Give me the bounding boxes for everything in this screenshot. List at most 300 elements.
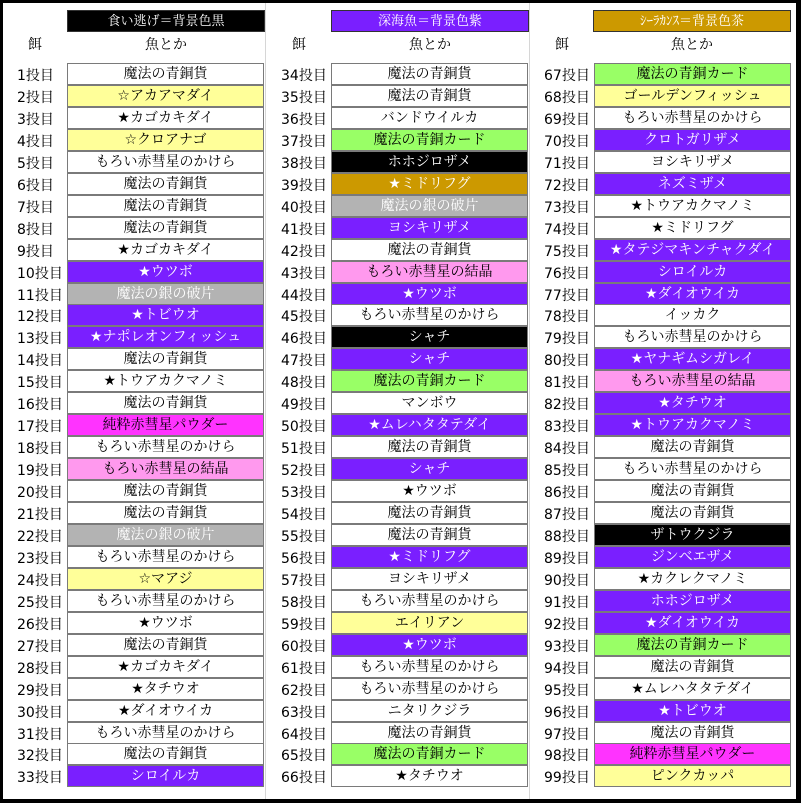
- table-row: [278, 634, 528, 656]
- catch-item: ★ミドリフグ: [331, 546, 528, 568]
- table-row: [541, 173, 791, 195]
- table-row: [14, 568, 264, 590]
- cast-number: 52投目: [281, 463, 327, 480]
- cast-number: 49投目: [281, 397, 327, 414]
- catch-item: もろい赤彗星の結晶: [331, 261, 528, 283]
- spreadsheet: [3, 3, 796, 799]
- cast-number: 79投目: [544, 331, 590, 348]
- cast-number: 61投目: [281, 660, 327, 677]
- table-row: [14, 765, 264, 787]
- catch-item: 魔法の青銅貨: [331, 722, 528, 744]
- cast-number: 9投目: [17, 243, 54, 260]
- catch-item: もろい赤彗星のかけら: [331, 304, 528, 326]
- fish-header: 魚とか: [145, 37, 187, 53]
- bait-header: 餌: [292, 37, 306, 53]
- table-row: [541, 765, 791, 787]
- cast-number: 54投目: [281, 507, 327, 523]
- table-row: [14, 590, 264, 612]
- cast-number: 42投目: [281, 243, 327, 260]
- catch-item: 魔法の青銅貨: [67, 63, 264, 85]
- cast-number: 90投目: [544, 572, 590, 589]
- catch-item: シャチ: [331, 326, 528, 348]
- catch-item: ホホジロザメ: [594, 590, 791, 612]
- catch-item: ★トビウオ: [594, 700, 791, 722]
- table-row: [278, 480, 528, 502]
- catch-item: 純粋赤彗星パウダー: [594, 743, 791, 765]
- catch-item: もろい赤彗星のかけら: [331, 656, 528, 678]
- legend-header-gold: ｼｰﾗｶﾝｽ＝背景色茶: [593, 10, 791, 32]
- table-row: [14, 370, 264, 392]
- table-row: [14, 722, 264, 744]
- cast-number: 91投目: [544, 594, 590, 611]
- cast-number: 16投目: [17, 397, 63, 414]
- cast-number: 67投目: [544, 68, 590, 84]
- catch-item: 魔法の青銅貨: [67, 743, 264, 765]
- cast-number: 11投目: [17, 287, 63, 304]
- catch-item: バンドウイルカ: [331, 107, 528, 129]
- cast-number: 72投目: [544, 177, 590, 194]
- table-row: [278, 370, 528, 392]
- cast-number: 39投目: [281, 177, 327, 194]
- table-row: [278, 612, 528, 634]
- table-row: [14, 195, 264, 217]
- bait-header: 餌: [555, 37, 569, 53]
- catch-item: 魔法の青銅貨: [594, 656, 791, 678]
- catch-item: もろい赤彗星のかけら: [67, 590, 264, 612]
- cast-number: 57投目: [281, 572, 327, 589]
- cast-number: 92投目: [544, 616, 590, 633]
- cast-number: 32投目: [17, 748, 63, 765]
- cast-number: 47投目: [281, 353, 327, 370]
- table-row: [541, 129, 791, 151]
- cast-number: 34投目: [281, 68, 327, 84]
- cast-number: 24投目: [17, 572, 63, 589]
- catch-item: 魔法の青銅カード: [331, 129, 528, 151]
- table-row: [541, 107, 791, 129]
- cast-number: 63投目: [281, 704, 327, 721]
- table-row: [541, 370, 791, 392]
- table-row: [541, 458, 791, 480]
- column-divider: [529, 3, 530, 799]
- table-row: [278, 217, 528, 239]
- catch-item: ★カクレクマノミ: [594, 568, 791, 590]
- cast-number: 95投目: [544, 682, 590, 699]
- table-row: [14, 304, 264, 326]
- table-row: [14, 63, 264, 85]
- catch-item: ★ムレハタタテダイ: [594, 678, 791, 700]
- table-row: [14, 151, 264, 173]
- catch-item: ★トウアカクマノミ: [594, 195, 791, 217]
- cast-number: 66投目: [281, 770, 327, 787]
- table-row: [541, 326, 791, 348]
- table-row: [278, 436, 528, 458]
- table-row: [14, 239, 264, 261]
- cast-number: 62投目: [281, 682, 327, 699]
- table-row: [278, 304, 528, 326]
- cast-number: 33投目: [17, 770, 63, 787]
- table-row: [278, 524, 528, 546]
- catch-item: 魔法の青銅貨: [67, 634, 264, 656]
- catch-item: ★ナポレオンフィッシュ: [67, 326, 264, 348]
- catch-item: 魔法の青銅貨: [67, 480, 264, 502]
- cast-number: 41投目: [281, 221, 327, 238]
- cast-number: 56投目: [281, 550, 327, 567]
- fish-header: 魚とか: [409, 37, 451, 53]
- table-row: [278, 568, 528, 590]
- table-row: [14, 107, 264, 129]
- table-row: [541, 700, 791, 722]
- table-row: [14, 743, 264, 765]
- table-row: [278, 348, 528, 370]
- table-row: [14, 524, 264, 546]
- catch-item: 魔法の青銅貨: [67, 217, 264, 239]
- cast-number: 68投目: [544, 90, 590, 106]
- table-row: [278, 700, 528, 722]
- catch-item: 魔法の青銅貨: [331, 239, 528, 261]
- catch-item: ☆アカアマダイ: [67, 85, 264, 107]
- cast-number: 40投目: [281, 199, 327, 216]
- catch-item: ★トビウオ: [67, 304, 264, 326]
- table-row: [541, 568, 791, 590]
- catch-item: 魔法の青銅貨: [594, 502, 791, 524]
- cast-number: 14投目: [17, 353, 63, 370]
- cast-number: 82投目: [544, 397, 590, 414]
- table-row: [541, 348, 791, 370]
- table-row: [14, 546, 264, 568]
- table-row: [278, 546, 528, 568]
- legend-header-black: 食い逃げ＝背景色黒: [67, 10, 265, 32]
- cast-number: 8投目: [17, 221, 54, 238]
- table-row: [278, 195, 528, 217]
- table-row: [14, 129, 264, 151]
- cast-number: 96投目: [544, 704, 590, 721]
- table-row: [278, 722, 528, 744]
- catch-item: ヨシキリザメ: [331, 568, 528, 590]
- table-row: [14, 85, 264, 107]
- table-row: [14, 502, 264, 524]
- table-row: [541, 436, 791, 458]
- catch-item: 魔法の青銅カード: [331, 743, 528, 765]
- table-row: [541, 217, 791, 239]
- catch-item: 魔法の青銅貨: [594, 722, 791, 744]
- table-row: [278, 326, 528, 348]
- cast-number: 20投目: [17, 485, 63, 502]
- cast-number: 65投目: [281, 748, 327, 765]
- cast-number: 70投目: [544, 133, 590, 150]
- catch-item: 魔法の銀の破片: [331, 195, 528, 217]
- cast-number: 28投目: [17, 660, 63, 677]
- table-row: [541, 480, 791, 502]
- table-row: [541, 85, 791, 107]
- cast-number: 94投目: [544, 660, 590, 677]
- table-row: [541, 722, 791, 744]
- cast-number: 99投目: [544, 770, 590, 787]
- catch-item: ピンクカッパ: [594, 765, 791, 787]
- table-row: [14, 414, 264, 436]
- table-row: [14, 348, 264, 370]
- cast-number: 15投目: [17, 375, 63, 392]
- catch-item: ★ウツボ: [331, 283, 528, 305]
- catch-item: もろい赤彗星の結晶: [594, 370, 791, 392]
- catch-item: もろい赤彗星のかけら: [594, 107, 791, 129]
- table-row: [541, 678, 791, 700]
- cast-number: 98投目: [544, 748, 590, 765]
- catch-item: ザトウクジラ: [594, 524, 791, 546]
- catch-item: ★ミドリフグ: [594, 217, 791, 239]
- table-row: [278, 173, 528, 195]
- table-row: [541, 283, 791, 305]
- catch-item: 魔法の青銅貨: [594, 480, 791, 502]
- cast-number: 18投目: [17, 441, 63, 458]
- catch-item: ★カゴカキダイ: [67, 239, 264, 261]
- catch-item: 魔法の青銅貨: [594, 436, 791, 458]
- catch-item: シロイルカ: [67, 765, 264, 787]
- table-row: [14, 656, 264, 678]
- catch-item: ★タチウオ: [67, 678, 264, 700]
- table-row: [14, 326, 264, 348]
- cast-number: 31投目: [17, 726, 63, 743]
- cast-number: 25投目: [17, 594, 63, 611]
- table-row: [541, 656, 791, 678]
- table-row: [278, 151, 528, 173]
- table-row: [541, 151, 791, 173]
- catch-item: 魔法の青銅カード: [594, 63, 791, 85]
- table-row: [14, 634, 264, 656]
- table-row: [278, 458, 528, 480]
- table-row: [278, 392, 528, 414]
- table-row: [541, 612, 791, 634]
- table-row: [278, 678, 528, 700]
- cast-number: 10投目: [17, 265, 63, 282]
- catch-item: 魔法の青銅貨: [67, 392, 264, 414]
- cast-number: 59投目: [281, 616, 327, 633]
- catch-item: ★ムレハタタテダイ: [331, 414, 528, 436]
- table-row: [541, 524, 791, 546]
- catch-item: 魔法の青銅貨: [331, 524, 528, 546]
- cast-number: 76投目: [544, 265, 590, 282]
- catch-item: 魔法の青銅貨: [331, 502, 528, 524]
- catch-item: ★カゴカキダイ: [67, 656, 264, 678]
- table-row: [278, 502, 528, 524]
- catch-item: ★タテジマキンチャクダイ: [594, 239, 791, 261]
- catch-item: ★トウアカクマノミ: [594, 414, 791, 436]
- catch-item: 魔法の青銅貨: [67, 195, 264, 217]
- cast-number: 38投目: [281, 155, 327, 172]
- cast-number: 78投目: [544, 309, 590, 326]
- catch-item: マンボウ: [331, 392, 528, 414]
- cast-number: 2投目: [17, 90, 54, 106]
- cast-number: 64投目: [281, 726, 327, 743]
- cast-number: 35投目: [281, 90, 327, 106]
- cast-number: 46投目: [281, 331, 327, 348]
- cast-number: 26投目: [17, 616, 63, 633]
- table-row: [541, 502, 791, 524]
- table-row: [14, 480, 264, 502]
- catch-item: ★ダイオウイカ: [594, 283, 791, 305]
- catch-item: もろい赤彗星のかけら: [594, 458, 791, 480]
- cast-number: 5投目: [17, 155, 54, 172]
- table-row: [14, 217, 264, 239]
- catch-item: 魔法の青銅貨: [331, 63, 528, 85]
- cast-number: 93投目: [544, 638, 590, 655]
- catch-item: シロイルカ: [594, 261, 791, 283]
- catch-item: もろい赤彗星の結晶: [67, 458, 264, 480]
- catch-item: ホホジロザメ: [331, 151, 528, 173]
- table-row: [278, 414, 528, 436]
- table-row: [14, 173, 264, 195]
- catch-item: もろい赤彗星のかけら: [594, 326, 791, 348]
- cast-number: 58投目: [281, 594, 327, 611]
- catch-item: ★ヤナギムシガレイ: [594, 348, 791, 370]
- cast-number: 22投目: [17, 529, 63, 545]
- catch-item: 魔法の銀の破片: [67, 524, 264, 546]
- table-row: [541, 304, 791, 326]
- catch-item: もろい赤彗星のかけら: [331, 678, 528, 700]
- catch-item: ヨシキリザメ: [594, 151, 791, 173]
- fish-header: 魚とか: [671, 37, 713, 53]
- table-row: [278, 656, 528, 678]
- catch-item: 魔法の青銅カード: [331, 370, 528, 392]
- cast-number: 48投目: [281, 375, 327, 392]
- catch-item: ★トウアカクマノミ: [67, 370, 264, 392]
- cast-number: 80投目: [544, 353, 590, 370]
- table-row: [541, 634, 791, 656]
- catch-item: 純粋赤彗星パウダー: [67, 414, 264, 436]
- cast-number: 21投目: [17, 507, 63, 523]
- catch-item: ★ウツボ: [331, 480, 528, 502]
- cast-number: 4投目: [17, 133, 54, 150]
- table-row: [541, 195, 791, 217]
- catch-item: ゴールデンフィッシュ: [594, 85, 791, 107]
- cast-number: 1投目: [17, 68, 54, 84]
- bait-header: 餌: [28, 37, 42, 53]
- catch-item: イッカク: [594, 304, 791, 326]
- catch-item: ★タチウオ: [331, 765, 528, 787]
- cast-number: 83投目: [544, 419, 590, 436]
- cast-number: 13投目: [17, 331, 63, 348]
- table-row: [541, 546, 791, 568]
- table-row: [278, 590, 528, 612]
- catch-item: ★ウツボ: [67, 612, 264, 634]
- catch-item: シャチ: [331, 348, 528, 370]
- legend-header-purple: 深海魚＝背景色紫: [331, 10, 529, 32]
- catch-item: ニタリクジラ: [331, 700, 528, 722]
- cast-number: 60投目: [281, 638, 327, 655]
- cast-number: 12投目: [17, 309, 63, 326]
- cast-number: 53投目: [281, 485, 327, 502]
- table-row: [278, 765, 528, 787]
- catch-item: もろい赤彗星のかけら: [67, 722, 264, 744]
- catch-item: ★ダイオウイカ: [594, 612, 791, 634]
- catch-item: ヨシキリザメ: [331, 217, 528, 239]
- cast-number: 89投目: [544, 550, 590, 567]
- table-row: [541, 392, 791, 414]
- cast-number: 30投目: [17, 704, 63, 721]
- table-row: [14, 458, 264, 480]
- cast-number: 44投目: [281, 287, 327, 304]
- table-row: [14, 612, 264, 634]
- column-divider: [265, 3, 266, 799]
- catch-item: 魔法の青銅貨: [67, 502, 264, 524]
- catch-item: ジンベエザメ: [594, 546, 791, 568]
- table-row: [14, 283, 264, 305]
- catch-item: ネズミザメ: [594, 173, 791, 195]
- cast-number: 88投目: [544, 529, 590, 545]
- cast-number: 87投目: [544, 507, 590, 523]
- catch-item: ★ダイオウイカ: [67, 700, 264, 722]
- table-row: [541, 261, 791, 283]
- cast-number: 73投目: [544, 199, 590, 216]
- table-row: [541, 743, 791, 765]
- table-row: [278, 743, 528, 765]
- catch-item: ★カゴカキダイ: [67, 107, 264, 129]
- catch-item: もろい赤彗星のかけら: [67, 436, 264, 458]
- cast-number: 84投目: [544, 441, 590, 458]
- cast-number: 3投目: [17, 111, 54, 128]
- table-row: [541, 63, 791, 85]
- table-row: [14, 436, 264, 458]
- table-row: [278, 107, 528, 129]
- cast-number: 27投目: [17, 638, 63, 655]
- cast-number: 50投目: [281, 419, 327, 436]
- catch-item: 魔法の青銅貨: [67, 348, 264, 370]
- cast-number: 81投目: [544, 375, 590, 392]
- cast-number: 19投目: [17, 463, 63, 480]
- catch-item: 魔法の青銅貨: [331, 85, 528, 107]
- cast-number: 97投目: [544, 726, 590, 743]
- cast-number: 45投目: [281, 309, 327, 326]
- cast-number: 77投目: [544, 287, 590, 304]
- table-row: [541, 239, 791, 261]
- cast-number: 7投目: [17, 199, 54, 216]
- table-row: [541, 414, 791, 436]
- table-row: [14, 678, 264, 700]
- table-row: [278, 63, 528, 85]
- cast-number: 43投目: [281, 265, 327, 282]
- catch-item: ☆クロアナゴ: [67, 129, 264, 151]
- catch-item: エイリアン: [331, 612, 528, 634]
- catch-item: 魔法の青銅貨: [331, 436, 528, 458]
- cast-number: 29投目: [17, 682, 63, 699]
- table-row: [14, 261, 264, 283]
- cast-number: 71投目: [544, 155, 590, 172]
- catch-item: 魔法の銀の破片: [67, 283, 264, 305]
- catch-item: ★ウツボ: [331, 634, 528, 656]
- cast-number: 75投目: [544, 243, 590, 260]
- catch-item: クロトガリザメ: [594, 129, 791, 151]
- catch-item: ☆マアジ: [67, 568, 264, 590]
- cast-number: 74投目: [544, 221, 590, 238]
- cast-number: 69投目: [544, 111, 590, 128]
- cast-number: 55投目: [281, 529, 327, 545]
- table-row: [278, 85, 528, 107]
- catch-item: 魔法の青銅カード: [594, 634, 791, 656]
- cast-number: 51投目: [281, 441, 327, 458]
- catch-item: ★ミドリフグ: [331, 173, 528, 195]
- cast-number: 36投目: [281, 111, 327, 128]
- catch-item: シャチ: [331, 458, 528, 480]
- table-row: [541, 590, 791, 612]
- catch-item: もろい赤彗星のかけら: [67, 151, 264, 173]
- catch-item: ★タチウオ: [594, 392, 791, 414]
- catch-item: 魔法の青銅貨: [67, 173, 264, 195]
- table-row: [278, 239, 528, 261]
- table-row: [278, 283, 528, 305]
- catch-item: もろい赤彗星のかけら: [67, 546, 264, 568]
- table-row: [14, 700, 264, 722]
- table-row: [14, 392, 264, 414]
- cast-number: 6投目: [17, 177, 54, 194]
